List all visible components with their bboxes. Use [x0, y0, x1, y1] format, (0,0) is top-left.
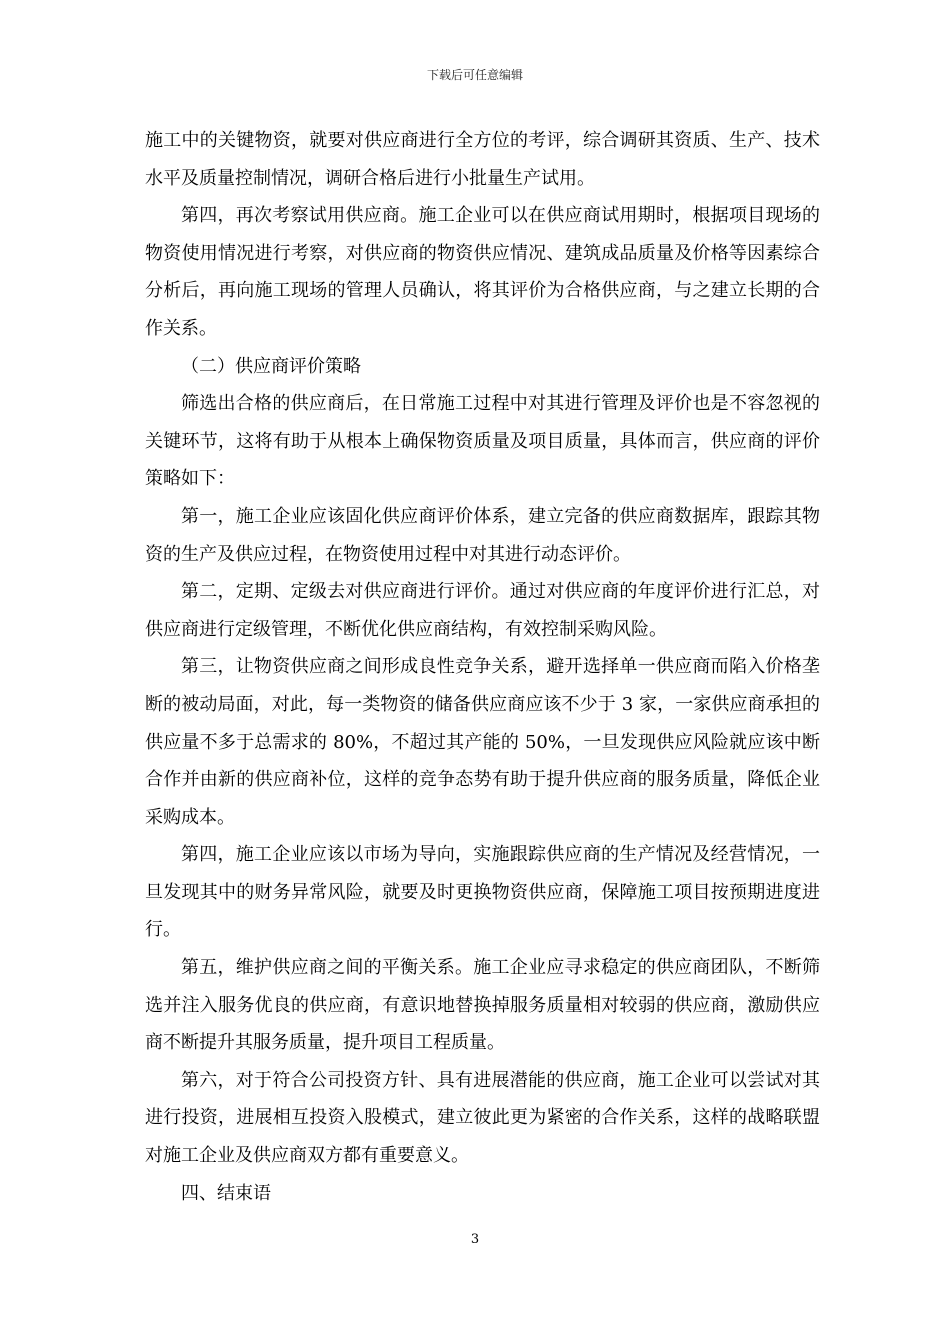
paragraph-continued: 施工中的关键物资，就要对供应商进行全方位的考评，综合调研其资质、生产、技术水平及质量控制情况，调研合格后进行小批量生产试用。: [145, 130, 820, 189]
paragraph-third: 第三，让物资供应商之间形成良性竞争关系，避开选择单一供应商而陷入价格垄断的被动局面，对此，每一类物资的储备供应商应该不少于 3 家，一家供应商承担的供应量不多于总需求的 80%，不超过其产能的 50%，一旦发现供应风险就应该中断合作并由新的供应商补位，这样的竞争态势有助于提升供应商的服务质量，降低企业采购成本。: [145, 656, 820, 828]
paragraph-fourth: 第四，施工企业应该以市场为导向，实施跟踪供应商的生产情况及经营情况，一旦发现其中的财务异常风险，就要及时更换物资供应商，保障施工项目按预期进度进行。: [145, 844, 820, 941]
paragraph-second: 第二，定期、定级去对供应商进行评价。通过对供应商的年度评价进行汇总，对供应商进行定级管理，不断优化供应商结构，有效控制采购风险。: [145, 581, 820, 640]
paragraph-first: 第一，施工企业应该固化供应商评价体系，建立完备的供应商数据库，跟踪其物资的生产及供应过程，在物资使用过程中对其进行动态评价。: [145, 505, 820, 565]
paragraph-fourth-inspect: 第四，再次考察试用供应商。施工企业可以在供应商试用期时，根据项目现场的物资使用情况进行考察，对供应商的物资供应情况、建筑成品质量及价格等因素综合分析后，再向施工现场的管理人员确认，将其评价为合格供应商，与之建立长期的合作关系。: [145, 205, 820, 339]
page-number: 3: [470, 1232, 480, 1247]
section-heading-conclusion: 四、结束语: [181, 1182, 271, 1204]
paragraph-intro-strategy: 筛选出合格的供应商后，在日常施工过程中对其进行管理及评价也是不容忽视的关键环节，这将有助于从根本上确保物资质量及项目质量，具体而言，供应商的评价策略如下：: [145, 393, 820, 490]
document-body: [145, 122, 820, 1212]
paragraph-sixth: 第六，对于符合公司投资方针、具有进展潜能的供应商，施工企业可以尝试对其进行投资，进展相互投资入股模式，建立彼此更为紧密的合作关系，这样的战略联盟对施工企业及供应商双方都有重要意义。: [145, 1069, 820, 1167]
page-header: 下载后可任意编辑: [426, 68, 523, 82]
section-heading-evaluation-strategy: （二）供应商评价策略: [181, 355, 361, 377]
paragraph-fifth: 第五，维护供应商之间的平衡关系。施工企业应寻求稳定的供应商团队，不断筛选并注入服务优良的供应商，有意识地替换掉服务质量相对较弱的供应商，激励供应商不断提升其服务质量，提升项目工程质量。: [145, 957, 820, 1054]
